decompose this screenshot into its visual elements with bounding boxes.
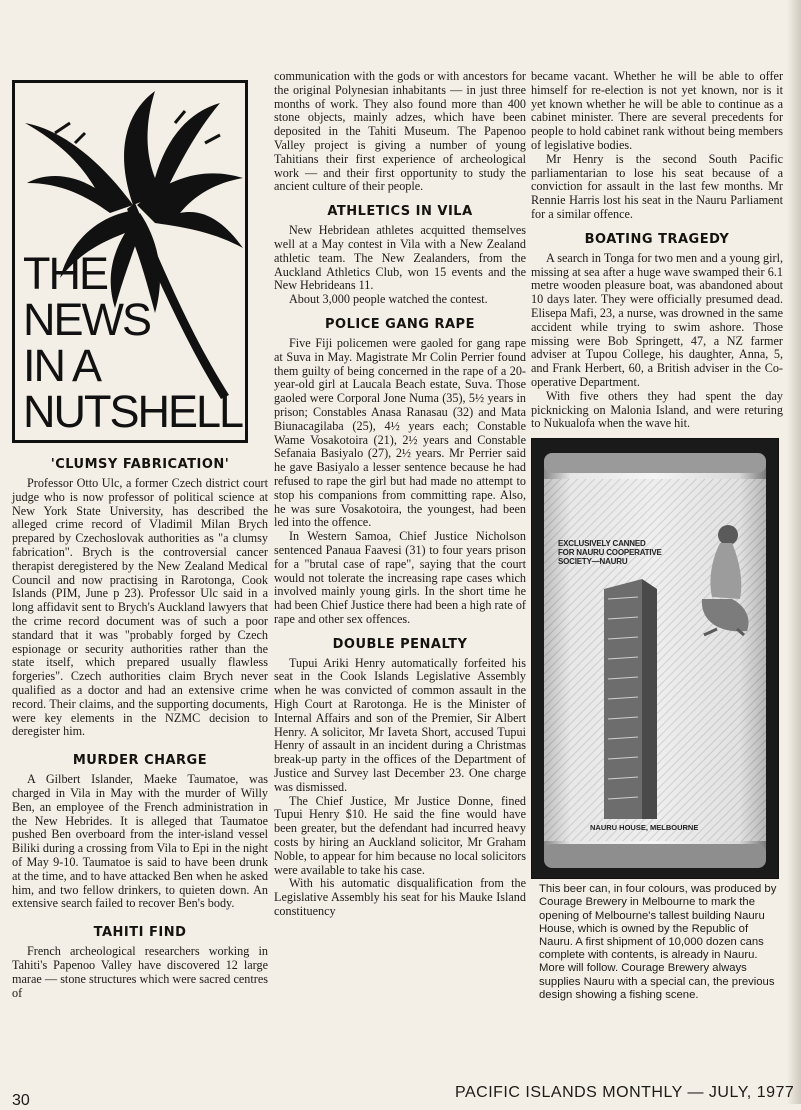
publication-footer: PACIFIC ISLANDS MONTHLY — JULY, 1977 bbox=[455, 1084, 795, 1101]
article-police-body: Five Fiji policemen were gaoled for gang rape at Suva in May. Magistrate Mr Colin Perrier found them guilty of being concerned in the rape of a 20-year-old girl at Laucala Beach estate, Suva. Those gaoled were Corporal Jone Numa (35), 5½ years in prison; Constables Anasa Ranasau (32) and Mata Biunacagilaba (25), 4½ years each; Constable Wame Vosakotoira (21), 2½ years and Constable Sefanaia Basiyalo (27), 2½ years. Mr Perrier said he gave Basiyalo a lesser sentence because he had refused to rape the girl but had made no attempt to stop his companions from committing rape. Also, he was sure Vosakotoira, the youngest, had been led into the offence. bbox=[274, 335, 526, 530]
article-clumsy-body: Professor Otto Ulc, a former Czech district court judge who is now professor of political science at New York State University, has described the alleged crime record of Vladimil Milan Brych prepared by Czechoslovak authorities as "a clumsy fabrication". Brych is the controversial cancer therapist deregistered by the New Zealand Medical Council and now practising in Rarotonga, Cook Islands (PIM, June p 23). Professor Ulc said in a long affidavit sent to Brych's Auckland lawyers that the crime record document was of such a poor standard that it was "probably forged by Czech espionage or security authorities rather than the state itself, which prepared usually flawless forgeries". Czech authorities claim Brych never qualified as a doctor and had an extensive crime record. Their claims, and the supporting documents, were key elements in the NZMC decision to deregister him. bbox=[12, 476, 268, 739]
article-athletics-body-2: About 3,000 people watched the contest. bbox=[289, 292, 488, 307]
column-2 bbox=[274, 70, 526, 919]
column-3 bbox=[531, 70, 783, 1002]
logo-line-3: IN A bbox=[23, 340, 101, 391]
heading-double-penalty: DOUBLE PENALTY bbox=[332, 636, 468, 652]
article-penalty-body-3: With his automatic disqualification from the Legislative Assembly his seat for his Mauke Island constituency bbox=[274, 876, 526, 919]
heading-clumsy-fabrication: 'CLUMSY FABRICATION' bbox=[50, 457, 230, 472]
article-athletics-body: New Hebridean athletes acquitted themselves well at a May contest in Vila with a New Zealand athletic team. The New Zealanders, from the Auckland Athletics Club, won 15 events and the New Hebrideans 11. bbox=[274, 223, 526, 293]
article-boating-body: A search in Tonga for two men and a young girl, missing at sea after a huge wave swamped their 6.1 metre wooden pleasure boat, was abandoned about 10 days later. They were officially presumed dead. Elisepa Mafi, 23, a nurse, was drowned in the same accident while trying to swim ashore. Those missing were Bob Springett, 47, a NZ farmer adviser at Tupou College, his daughter, Anna, 5, and Frank Herbert, 60, a British adviser in the Co-operative Department. bbox=[531, 250, 783, 389]
article-penalty-body-4: Mr Henry is the second South Pacific parliamentarian to lose his seat because of a conviction for assault in the last few months. Mr Rennie Harris lost his seat in the Nauru Parliament for a similar offence. bbox=[531, 151, 783, 221]
logo-line-2: NEWS bbox=[23, 294, 150, 345]
beer-can-label bbox=[558, 539, 688, 566]
beer-can-label-line-3: SOCIETY—NAURU bbox=[558, 557, 628, 567]
heading-athletics-in-vila: ATHLETICS IN VILA bbox=[327, 204, 473, 220]
heading-tahiti-find: TAHITI FIND bbox=[93, 925, 187, 941]
article-boating-body-2: With five others they had spent the day picknicking on Malonia Island, and were returing to Nukualofa when the wave hit. bbox=[531, 388, 783, 431]
logo-line-1: THE bbox=[23, 248, 107, 299]
article-tahiti-continued: communication with the gods or with ancestors for the original Polynesian inhabitants — in just three months of work. They also found more than 400 stone objects, mainly adzes, which have been deposited in the Tahiti Museum. The Papenoo Valley project is giving a number of young Tahitians their first experience of archeological work — and their first opportunity to study the ancient culture of their people. bbox=[274, 69, 526, 194]
heading-boating-tragedy: BOATING TRAGEDY bbox=[584, 231, 730, 247]
heading-police-gang-rape: POLICE GANG RAPE bbox=[325, 316, 475, 332]
page-edge-shadow bbox=[787, 0, 801, 1104]
article-tahiti-body: French archeological researchers working in Tahiti's Papenoo Valley have discovered 12 large marae — stone structures which were sacred centres of bbox=[12, 944, 268, 1000]
beer-can-illustration bbox=[532, 439, 778, 878]
beer-can-label-line-2: FOR NAURU COOPERATIVE bbox=[558, 548, 662, 558]
article-penalty-continued: became vacant. Whether he will be able to offer himself for re-election is not yet known, nor is it yet known whether he will be able to continue as a cabinet minister. There are several precedents for people to hold cabinet rank without being members of legislative bodies. bbox=[531, 69, 783, 152]
beer-can-label-line-1: EXCLUSIVELY CANNED bbox=[558, 539, 646, 549]
logo-line-4: NUTSHELL bbox=[23, 386, 243, 437]
article-police-body-2: In Western Samoa, Chief Justice Nicholson sentenced Panaua Faavesi (31) to four years prison for a "brutal case of rape", saying that the court would not tolerate the increasing rape cases which involved mainly young girls. In the short time he had been Chief Justice there had been a high rate of rape and other sex offences. bbox=[274, 529, 526, 626]
article-penalty-body: Tupui Ariki Henry automatically forfeited his seat in the Cook Islands Legislative Assembly when he was convicted of common assault in the High Court at Rarotonga. He is the Minister of Internal Affairs and son of the Premier, Sir Albert Henry. A solicitor, Mr Iaveta Short, accused Tupui Henry of assault in an incident during a Christmas break-up party in the offices of the Department of Justice and Survey last December 23. One charge was dismissed. bbox=[274, 655, 526, 794]
article-penalty-body-2: The Chief Justice, Mr Justice Donne, fined Tupui Henry $10. He said the fine would have been greater, but the defendant had incurred heavy costs by hiring an Auckland solicitor, Mr Graham Noble, to appear for him because no local solicitors were available to take his case. bbox=[274, 793, 526, 877]
news-in-a-nutshell-logo bbox=[12, 80, 248, 443]
article-murder-body: A Gilbert Islander, Maeke Taumatoe, was charged in Vila in May with the murder of Willy Ben, an employee of the French administration in the New Hebrides. It is alleged that Taumatoe pushed Ben overboard from the inter-island vessel Biliki during a crossing from Vila to Epi in the night of May 9-10. Taumatoe is said to have been drunk at the time, and to have attacked Ben when he asked him, and two fellow drinkers, to quieten down. An extensive search failed to recover Ben's body. bbox=[12, 772, 268, 911]
page-number: 30 bbox=[12, 1092, 30, 1109]
heading-murder-charge: MURDER CHARGE bbox=[72, 753, 208, 769]
beer-can-photo bbox=[531, 438, 779, 879]
beer-can-bottom-label: NAURU HOUSE, MELBOURNE bbox=[590, 823, 699, 833]
beer-can-caption: This beer can, in four colours, was produced by Courage Brewery in Melbourne to mark the opening of Melbourne's tallest building Nauru House, which is owned by the Republic of Nauru. A first shipment of 10,000 dozen cans complete with contents, is already in Nauru. More will follow. Courage Brewery always supplies Nauru with a special can, the previous design showing a fishing scene. bbox=[539, 883, 777, 1001]
column-1 bbox=[12, 70, 268, 1000]
